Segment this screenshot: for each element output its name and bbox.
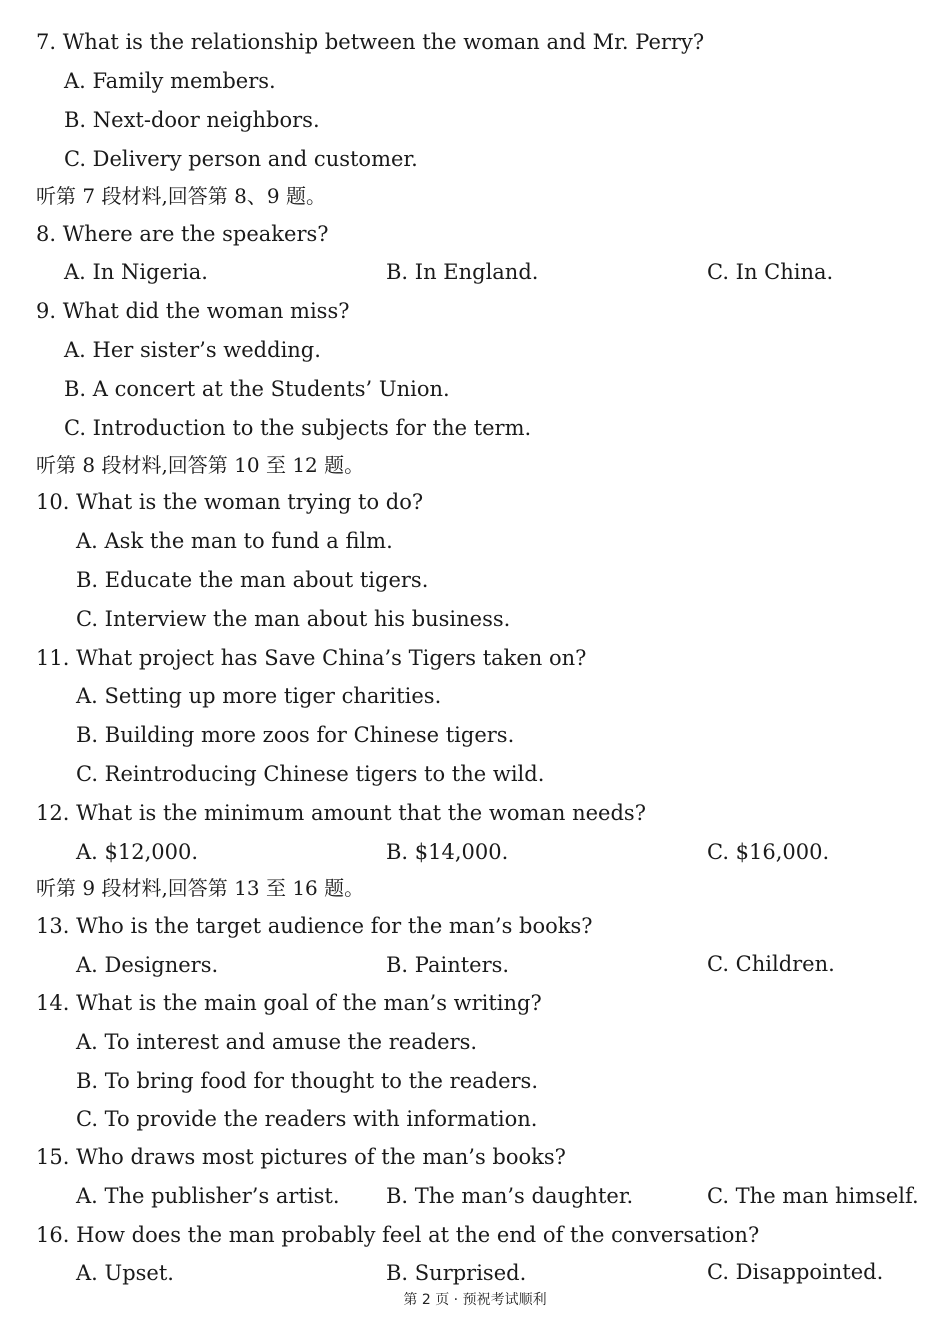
- q13-option-c: C. Children.: [707, 952, 835, 976]
- question-8: 8. Where are the speakers?: [36, 222, 329, 246]
- section-heading-8: 听第 8 段材料,回答第 10 至 12 题。: [36, 453, 365, 477]
- question-15: 15. Who draws most pictures of the man’s books?: [36, 1145, 566, 1169]
- q11-option-a: A. Setting up more tiger charities.: [76, 684, 442, 708]
- q11-option-b: B. Building more zoos for Chinese tigers.: [76, 723, 515, 747]
- q10-option-b: B. Educate the man about tigers.: [76, 568, 429, 592]
- question-10: 10. What is the woman trying to do?: [36, 490, 424, 514]
- q8-option-a: A. In Nigeria.: [64, 260, 208, 284]
- q16-option-a: A. Upset.: [76, 1261, 174, 1285]
- q13-option-b: B. Painters.: [386, 953, 510, 977]
- question-16: 16. How does the man probably feel at the end of the conversation?: [36, 1223, 760, 1247]
- q16-option-b: B. Surprised.: [386, 1261, 527, 1285]
- page-footer: 第 2 页 · 预祝考试顺利: [403, 1292, 547, 1308]
- question-13: 13. Who is the target audience for the man’s books?: [36, 914, 593, 938]
- section-heading-9: 听第 9 段材料,回答第 13 至 16 题。: [36, 876, 365, 900]
- q9-option-b: B. A concert at the Students’ Union.: [64, 377, 450, 401]
- q7-option-c: C. Delivery person and customer.: [64, 147, 418, 171]
- q10-option-c: C. Interview the man about his business.: [76, 607, 511, 631]
- q8-option-b: B. In England.: [386, 260, 539, 284]
- question-14: 14. What is the main goal of the man’s writing?: [36, 991, 542, 1015]
- q7-option-b: B. Next-door neighbors.: [64, 108, 320, 132]
- question-7: 7. What is the relationship between the woman and Mr. Perry?: [36, 30, 705, 54]
- q12-option-b: B. $14,000.: [386, 840, 509, 864]
- q14-option-c: C. To provide the readers with information.: [76, 1107, 538, 1131]
- question-9: 9. What did the woman miss?: [36, 299, 350, 323]
- q13-option-a: A. Designers.: [76, 953, 219, 977]
- q14-option-b: B. To bring food for thought to the readers.: [76, 1069, 539, 1093]
- q11-option-c: C. Reintroducing Chinese tigers to the wild.: [76, 762, 545, 786]
- section-heading-7: 听第 7 段材料,回答第 8、9 题。: [36, 184, 326, 208]
- question-11: 11. What project has Save China’s Tigers taken on?: [36, 646, 587, 670]
- q12-option-a: A. $12,000.: [76, 840, 199, 864]
- q12-option-c: C. $16,000.: [707, 840, 830, 864]
- q7-option-a: A. Family members.: [64, 69, 276, 93]
- q15-option-b: B. The man’s daughter.: [386, 1184, 634, 1208]
- q16-option-c: C. Disappointed.: [707, 1260, 884, 1284]
- q8-option-c: C. In China.: [707, 260, 834, 284]
- q15-option-c: C. The man himself.: [707, 1184, 919, 1208]
- q14-option-a: A. To interest and amuse the readers.: [76, 1030, 478, 1054]
- q9-option-c: C. Introduction to the subjects for the term.: [64, 416, 532, 440]
- q15-option-a: A. The publisher’s artist.: [76, 1184, 340, 1208]
- q9-option-a: A. Her sister’s wedding.: [64, 338, 321, 362]
- question-12: 12. What is the minimum amount that the woman needs?: [36, 801, 646, 825]
- q10-option-a: A. Ask the man to fund a film.: [76, 529, 393, 553]
